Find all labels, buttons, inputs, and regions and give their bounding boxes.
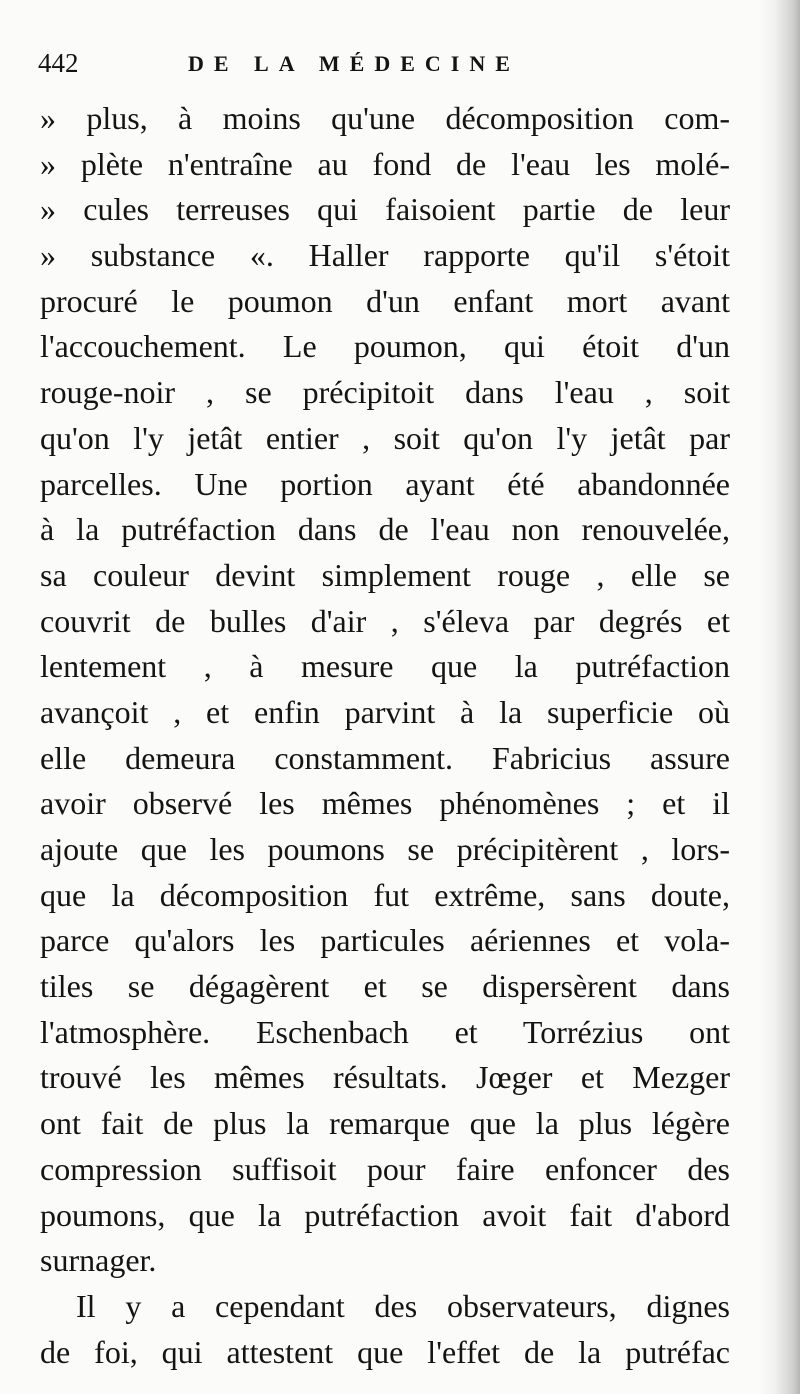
page-number: 442	[38, 48, 79, 78]
text-line: procuré le poumon d'un enfant mort avant	[40, 282, 730, 319]
body-text	[40, 96, 730, 1375]
text-line: parce qu'alors les particules aériennes et vola-	[40, 922, 730, 959]
text-line: » cules terreuses qui faisoient partie de leur	[40, 191, 730, 228]
text-line: qu'on l'y jetât entier , soit qu'on l'y jetât par	[40, 419, 730, 456]
text-line: trouvé les mêmes résultats. Jœger et Mezger	[40, 1059, 730, 1096]
text-line: » plus, à moins qu'une décomposition com-	[40, 100, 730, 136]
text-line: l'atmosphère. Eschenbach et Torrézius ont	[40, 1013, 730, 1050]
text-line: ont fait de plus la remarque que la plus légère	[40, 1105, 730, 1142]
text-line: que la décomposition fut extrême, sans doute,	[40, 876, 730, 913]
text-line: l'accouchement. Le poumon, qui étoit d'un	[40, 328, 730, 365]
text-line: compression suffisoit pour faire enfoncer des	[40, 1150, 730, 1187]
text-line: surnager.	[40, 1242, 157, 1279]
text-line: couvrit de bulles d'air , s'éleva par degrés et	[40, 602, 730, 639]
text-line: tiles se dégagèrent et se dispersèrent dans	[40, 968, 730, 1005]
page-header	[38, 48, 758, 88]
text-line: » plète n'entraîne au fond de l'eau les molé-	[40, 145, 730, 182]
text-line: ajoute que les poumons se précipitèrent , lors-	[40, 831, 730, 867]
text-line: Il y a cependant des observateurs, dignes	[76, 1287, 730, 1324]
text-line: sa couleur devint simplement rouge , elle se	[40, 556, 730, 593]
text-line: poumons, que la putréfaction avoit fait d'abord	[40, 1196, 730, 1233]
running-title: DE LA MÉDECINE	[188, 51, 520, 76]
text-line: lentement , à mesure que la putréfaction	[40, 648, 730, 685]
text-line: » substance «. Haller rapporte qu'il s'étoit	[40, 237, 730, 274]
page-gutter-shadow	[758, 0, 800, 1394]
text-line: à la putréfaction dans de l'eau non renouvelée,	[40, 511, 730, 548]
text-line: de foi, qui attestent que l'effet de la putréfac	[40, 1333, 730, 1370]
text-line: elle demeura constamment. Fabricius assure	[40, 739, 730, 776]
text-line: rouge-noir , se précipitoit dans l'eau , soit	[40, 374, 730, 411]
text-line: avançoit , et enfin parvint à la superficie où	[40, 693, 730, 730]
text-line: parcelles. Une portion ayant été abandonnée	[40, 465, 730, 502]
text-line: avoir observé les mêmes phénomènes ; et il	[40, 785, 730, 822]
